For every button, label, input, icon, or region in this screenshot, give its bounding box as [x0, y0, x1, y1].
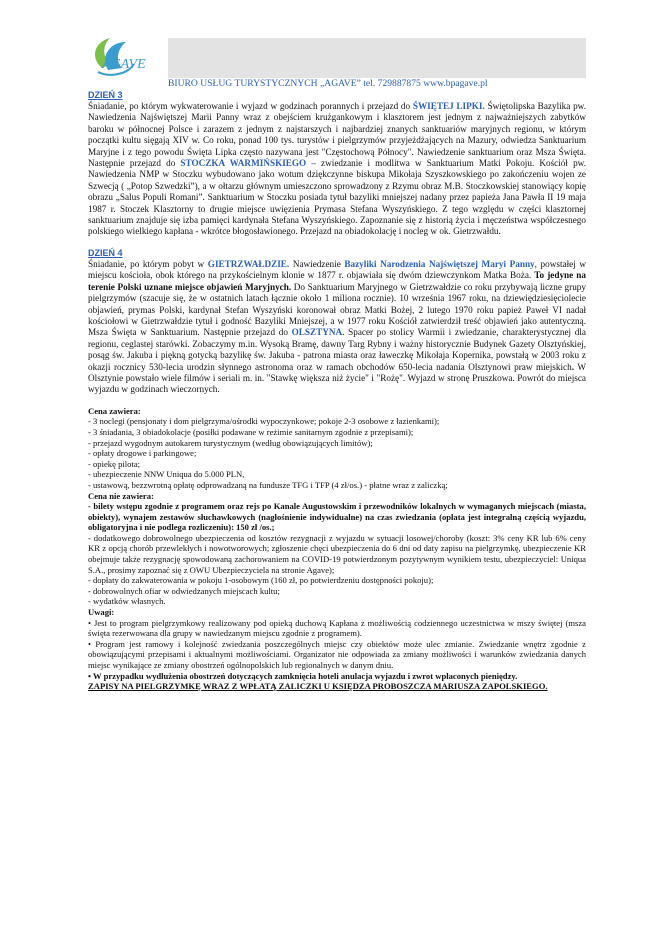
- place-gietrzwald: GIETRZWAŁDZIE.: [207, 258, 290, 269]
- day4-text: Śniadanie, po którym pobyt w GIETRZWAŁDZIE. Nawiedzenie Bazyliki Narodzenia Najświętszej Maryi Panny, powstałej w miejscu kościoła, obok którego na przykościelnym klonie w 1877 r. objawiała się dwóm dziewczynkom Matka Boża. To jedyne na terenie Polski uznane miejsce objawień Maryjnych. Do Sanktuarium Maryjnego w Gietrzwałdzie co roku przybywają liczne grupy pielgrzymów (szacuje się, że w ostatnich latach łącznie około 1 miliona rocznie). 10 września 1967 roku, na dziewiędziesięciolecie objawień, prymas Polski, kardynał Stefan Wyszyński koronował obraz Matki Bożej, 2 lutego 1970 roku papież Paweł VI nadał kościołowi w Gietrzwałdzie tytuł i godność Bazyliki Mniejszej, a w 1977 roku Kościół zatwierdził treść objawień jako autentyczną. Msza Święta w Sanktuarium. Następnie przejazd do OLSZTYNA. Spacer po stolicy Warmii i zwiedzanie, charakterystycznej dla regionu, ceglastej starówki. Zobaczymy m.in. Wysoką Bramę, dawny Targ Rybny i ważny historycznie Budynek Gazety Olsztyńskiej, posąg św. Jakuba i piękną gotycką bazylikę św. Jakuba - patrona miasta oraz ławeczkę Mikołaja Kopernika, powstałą w 2003 roku z okazji rocznicy 530-lecia urodzin słynnego astronoma oraz w ramach obchodów 650-lecia nadania Olsztynowi praw miejskich. W Olsztynie powstało wiele filmów i seriali m. in. "Stawkę większa niż życie" i "Rożę". Wyjazd w stronę Pruszkowa. Powrót do miejsca wyjazdu w godzinach wieczornych.: [88, 258, 586, 395]
- list-item: - opiekę pilota;: [88, 458, 141, 469]
- list-item: - ubezpieczenie NNW Uniqua do 5.000 PLN,: [88, 469, 245, 480]
- list-item: • Jest to program pielgrzymkowy realizowany pod opieką duchową Kapłana z możliwością codziennego uczestnictwa w mszy świętej (msza święta rezerwowana dla grupy w nawiedzanym miejscu zgodnie z programem).: [88, 617, 586, 639]
- place-bazylika: Bazyliki Narodzenia Najświętszej Maryi Panny: [344, 258, 535, 269]
- header-banner: [168, 38, 586, 78]
- list-item: - dobrowolnych ofiar w odwiedzanych miejscach kultu;: [88, 585, 280, 596]
- signup-notice: ZAPISY NA PIELGRZYMKĘ WRAZ Z WPŁATĄ ZALICZKI U KSIĘDZA PROBOSZCZA MARIUSZA ZAPOLSKIEGO.: [88, 681, 548, 692]
- price-includes-heading: Cena zawiera:: [88, 405, 141, 416]
- document-header: [88, 34, 586, 90]
- list-item-cancellation: • W przypadku wydłużenia obostrzeń dotyczących zamknięcia hoteli anulacja wyjazdu i zwrot wpłaconych pieniędzy.: [88, 670, 518, 681]
- list-item: - wydatków własnych.: [88, 596, 166, 607]
- place-swieta-lipka: ŚWIĘTEJ LIPKI.: [412, 101, 485, 111]
- notes: [88, 607, 586, 692]
- list-item: - dodatkowego dobrowolnego ubezpieczenia od kosztów rezygnacji z wyjazdu w sytuacji losowej/choroby (koszt: 3% ceny KR lub 6% ceny KR z opcją chorób przewlekłych i nowotworowych; zgłoszenie chęci ubezpieczenia do 6 dni od daty zapisu na pielgrzymkę, ubezpieczenie KR obejmuje także rezygnację spowodowaną zachorowaniem na COVID-19 potwierdzonym pozytywnym wynikiem testu, ubezpieczyciel: Uniqua S.A., prosimy zapoznać się z OWU Ubezpieczyciela na stronie Agave);: [88, 532, 586, 575]
- document-page: [88, 34, 586, 692]
- price-includes: [88, 406, 586, 491]
- day4-heading: DZIEŃ 4: [88, 247, 123, 258]
- list-item: - dopłaty do zakwaterowania w pokoju 1-osobowym (160 zł, po potwierdzeniu dostępności pokoju);: [88, 575, 434, 586]
- list-item: - 3 śniadania, 3 obiadokolacje (posiłki podawane w reżimie sanitarnym zgodnie z przepisami);: [88, 426, 414, 437]
- list-item: - 3 noclegi (pensjonaty i dom pielgrzyma/ośrodki wypoczynkowe; pokoje 2-3 osobowe z łazienkami);: [88, 416, 440, 427]
- list-item: • Program jest ramowy i kolejność zwiedzania poszczególnych miejsc czy obiektów może ulec zmianie. Zwiedzanie wnętrz zgodnie z obowiązującymi przepisami i aktualnymi możliwościami. Organizator nie odpowiada za zmiany możliwości i warunków zwiedzania danych miejsc wynikające ze zmiany obostrzeń ogólnopolskich lub regionalnych w danym dniu.: [88, 638, 586, 670]
- list-item: - przejazd wygodnym autokarem turystycznym (według obowiązujących limitów);: [88, 437, 373, 448]
- logo-text: AGAVE: [102, 57, 146, 72]
- list-item: - opłaty drogowe i parkingowe;: [88, 448, 197, 459]
- agency-info: BIURO USŁUG TURYSTYCZNYCH „AGAVE” tel. 729887875 www.bpagave.pl: [168, 78, 488, 89]
- day3-text: Śniadanie, po którym wykwaterowanie i wyjazd w godzinach porannych i przejazd do ŚWIĘTEJ LIPKI. Świętolipska Bazylika pw. Nawiedzenia Najświętszej Marii Panny wraz z obejściem krużgankowym i klasztorem jest jednym z najważniejszych zabytków baroku w północnej Polsce i zarazem z jednym z najstarszych i najbardziej znanych sanktuariów maryjnych regionu, w którym początki kultu sięgają XIV w. Co roku, ponad 100 tys. turystów i pielgrzymów przyjeżdżających na Mazury, odwiedza Sanktuarium Maryjne i z tego powodu Święta Lipka często nazywana jest "Częstochową Północy". Nawiedzenie sanktuarium oraz Msza Święta. Następnie przejazd do STOCZKA WARMIŃSKIEGO – zwiedzanie i modlitwa w Sanktuarium Matki Pokoju. Kościół pw. Nawiedzenia NMP w Stoczku wybudowano jako wotum dziękczynne biskupa Mikołaja Szyszkowskiego po zakończeniu wojen ze Szwecją ( „Potop Szwedzki”), a w ołtarzu głównym umieszczono sprowadzony z Rzymu obraz M.B. Stoczkowskiej stanowiący kopię obrazu „Salus Populi Romani”. Sanktuarium w Stoczku posiada tytuł bazyliki mniejszej nadany przez papieża Jana Pawła II 19 maja 1987 r. Stoczek Klasztorny to drugie miejsce uwięzienia Prymasa Stefana Wyszyńskiego. Z tego względu w części klasztornej sanktuarium znajduje się izba pamięci kardynała Stefana Wyszyńskiego. Zapoznanie się z historią życia i męczeństwa współczesnego polskiego wielkiego kapłana - wkrótce błogosławionego. Przejazd na obiadokolację i nocleg w ok. Gietrzwałdu.: [88, 101, 587, 237]
- price-excludes-heading: Cena nie zawiera:: [88, 490, 154, 501]
- agave-logo: [88, 34, 168, 82]
- place-stoczek: STOCZKA WARMIŃSKIEGO –: [180, 158, 316, 169]
- list-item-tickets: - bilety wstępu zgodnie z programem oraz rejs po Kanale Augustowskim i przewodników lokalnych w wymaganych miejscach (miasta, obiekty), wynajem zestawów słuchawkowych (nagłośnienie indywidualne) na czas zwiedzania (opłata jest integralną częścią wyjazdu, obligatoryjna i nie podlega rozliczeniu): 150 zł /os.;: [88, 501, 586, 533]
- notes-heading: Uwagi:: [88, 607, 115, 618]
- place-olsztyn: OLSZTYNA: [291, 327, 343, 338]
- list-item: - ustawową, bezzwrotną opłatę odprowadzaną na fundusze TFG i TFP (4 zł/os.) - płatne wraz z zaliczką;: [88, 479, 448, 490]
- price-excludes: [88, 491, 586, 608]
- day3-heading: DZIEŃ 3: [88, 90, 123, 100]
